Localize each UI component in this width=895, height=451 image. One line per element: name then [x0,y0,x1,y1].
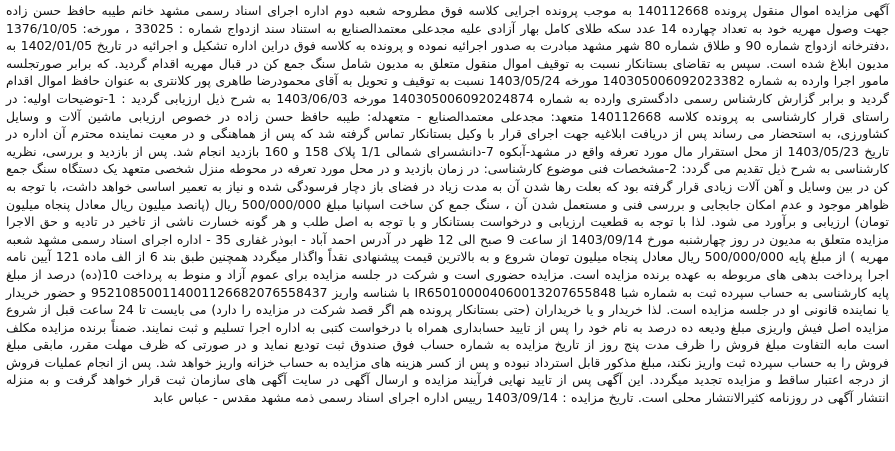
auction-notice-body: آگهی مزایده اموال منقول پرونده 140112668 به موجب پرونده اجرایی کلاسه فوق مطروحه شعبه دوم اداره اجرای اسناد رسمی مشهد خانم طیبه حافظ حسن زاده جهت وصول مهریه خود به تعداد چهارده 14 عدد سکه طلای کامل بهار آزادی علیه مجدعلی معتمدالصنایع به استناد سند ازدواج شماره : 33025 ، مورخه: 1376/10/05 ،دفترخانه ازدواج شماره 90 و طلاق شماره 80 شهر مشهد مبادرت به صدور اجرائیه نموده و پرونده به کلاسه فوق دراین اداره تشکیل و اجرائیه در تاریخ 1402/01/05 به مدیون ابلاغ شده است. سپس به تقاضای بستانکار نسبت به توقیف اموال منقول متعلق به مدیون شامل سنگ جمع کن در قبال مهریه اقدام گردید. که برابر صورتجلسه مامور اجرا وارده به شماره 140305006092023382 مورخه 1403/05/24 نسبت به توقیف و تحویل به آقای محمودرضا طاهری پور کلانتری به عنوان حافظ اموال اقدام گردید و برابر گزارش کارشناس رسمی دادگستری وارده به شماره 140305006092024874 مورخه 1403/06/03 به شرح ذیل ارزیابی گردید : 1-توضیحات اولیه: در راستای قرار کارشناسی به پرونده کلاسه 140112668 متعهد: مجدعلی معتمدالصنایع - متعهدله: طیبه حافظ حسن زاده در خصوص ارزیابی ماشین آلات و وسایل کشاورزی، به استحضار می رساند پس از دریافت ابلاغیه جهت اجرای قرار با وکیل بستانکار تماس گرفته شد که پس از هماهنگی و در معیت نماینده محترم آن اداره در تاریخ 1403/05/23 از محل استقرار مال مورد تعرفه واقع در مشهد-آبکوه 7-دانشسرای شمالی 1/1 پلاک 158 و 160 بازدید انجام شد. پس از بازدید و بررسی، نظریه کارشناسی به شرح ذیل تقدیم می گردد: 2-مشخصات فنی موضوع کارشناسی: در زمان بازدید و در محل مورد تعرفه در محوطه منزل شخصی متعهد یک دستگاه سنگ جمع کن در بین وسایل و آهن آلات زیادی قرار گرفته بود که بعلت رها شدن آن به مدت زیاد در فضای باز دچار فرسودگی شده و نیاز به تعمیر اساسی خواهد داشت، با توجه به ظواهر موجود و عدم امکان جابجایی و بررسی فنی و مستعمل شدن آن ، سنگ جمع کن ساخت اسپانیا مبلغ 500/000/000 ریال (پانصد میلیون ریال معادل پنجاه میلیون تومان) ارزیابی و برآورد می شود. لذا با توجه به قطعیت ارزیابی و درخواست بستانکار و با توجه به اصل طلب و هر گونه خسارت ناشی از تاخیر در تادیه و حق الاجرا مزایده متعلق به مدیون در روز چهارشنبه مورخ 1403/09/14 از ساعت 9 صبح الی 12 ظهر در آدرس احمد آباد - ابوذر غفاری 35 - اداره اجرای اسناد رسمی مشهد شعبه مهریه ) از مبلغ پایه 500/000/000 ریال معادل پنجاه میلیون تومان شروع و به بالاترین قیمت پیشنهادی نقداً واگذار میگردد همچنین طبق بند 6 از الف ماده 121 آیین نامه اجرا پرداخت بدهی های مربوطه به عهده برنده مزایده است. مزایده حضوری است و شرکت در جلسه مزایده برای عموم آزاد و منوط به پرداخت 10(ده) درصد از مبلغ پایه کارشناسی به حساب سپرده ثبت به شماره شبا IR650100004060013207655848 با شناسه واریز 952108500114001126682076558437 و حضور خریدار یا نماینده قانونی او در جلسه مزایده است. لذا خریدار و یا خریداران (حتی بستانکار پرونده هم اگر قصد شرکت در مزایده را دارد) می بایست تا 24 ساعت قبل از شروع مزایده اصل فیش واریزی مبلغ ودیعه ده درصد به نام خود را پس از تایید حسابداری همراه با درخواست کتبی به اداره اجرا تسلیم و ثبت نمایند. ضمناً برنده مزایده مکلف است مابه التفاوت مبلغ فروش را ظرف مدت پنج روز از تاریخ مزایده به شماره حساب فوق صندوق ثبت تودیع نماید و در صورتی که ظرف مهلت مقرر، مابقی مبلغ فروش را به حساب سپرده ثبت واریز نکند، مبلغ مذکور قابل استرداد نبوده و پس از کسر هزینه های مزایده به حساب خزانه واریز خواهد شد. پس از انجام عملیات فروش از درجه اعتبار ساقط و مزایده تجدید میگردد. این آگهی پس از تایید نهایی فرآیند مزایده و ارسال آگهی در سایت آگهی های سازمان ثبت قرار خواهد گرفت و به منزله انتشار آگهی در روزنامه کثیرالانتشار محلی است. تاریخ مزایده : 1403/09/14 رییس اداره اجرای اسناد رسمی ذمه مشهد مقدس - عباس عابد [6,3,890,406]
